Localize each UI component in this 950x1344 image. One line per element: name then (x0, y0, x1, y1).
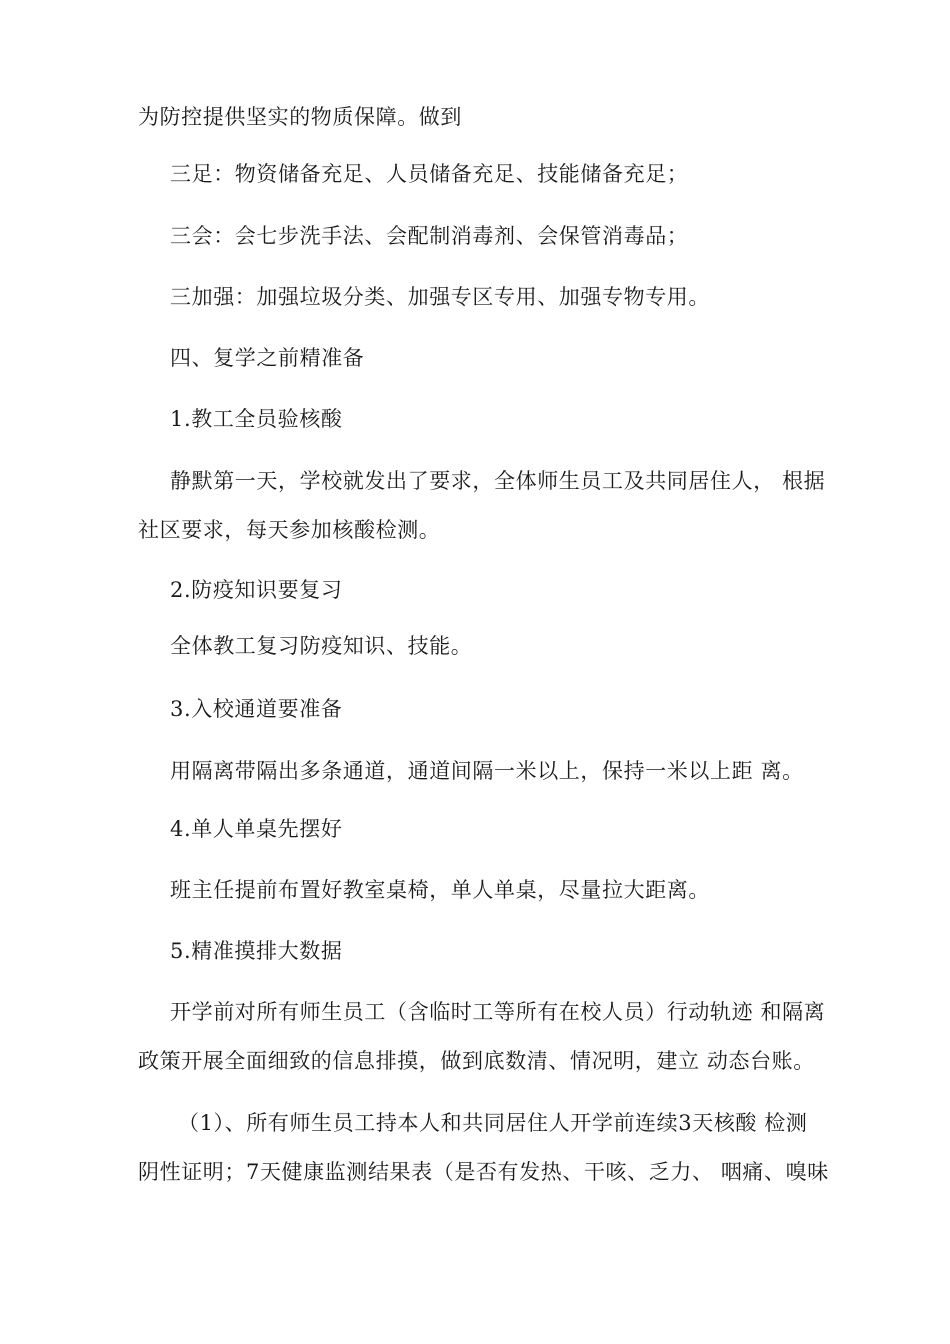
list-item-three-sufficient: 三足：物资储备充足、人员储备充足、技能储备充足； (170, 162, 689, 186)
paragraph-line: 全体教工复习防疫知识、技能。 (170, 634, 473, 658)
subheading-4: 4.单人单桌先摆好 (170, 817, 343, 841)
paragraph-line: （1）、所有师生员工持本人和共同居住人开学前连续3天核酸 检测 (178, 1111, 808, 1135)
list-item-three-strengthen: 三加强：加强垃圾分类、加强专区专用、加强专物专用。 (170, 285, 710, 309)
paragraph-line: 用隔离带隔出多条通道，通道间隔一米以上，保持一米以上距 离。 (170, 759, 804, 783)
paragraph-line: 为防控提供坚实的物质保障。做到 (138, 105, 462, 129)
paragraph-line: 静默第一天，学校就发出了要求，全体师生员工及共同居住人， 根据 (170, 469, 826, 493)
paragraph-line: 阴性证明；7天健康监测结果表（是否有发热、干咳、乏力、 咽痛、嗅味 (138, 1160, 829, 1184)
paragraph-line: 开学前对所有师生员工（含临时工等所有在校人员）行动轨迹 和隔离 (170, 1000, 826, 1024)
paragraph-line: 班主任提前布置好教室桌椅，单人单桌，尽量拉大距离。 (170, 878, 710, 902)
subheading-5: 5.精准摸排大数据 (170, 939, 343, 963)
subheading-2: 2.防疫知识要复习 (170, 578, 343, 602)
subheading-3: 3.入校通道要准备 (170, 697, 343, 721)
subheading-1: 1.教工全员验核酸 (170, 407, 343, 431)
paragraph-line: 政策开展全面细致的信息排摸，做到底数清、情况明，建立 动态台账。 (138, 1049, 815, 1073)
list-item-three-skills: 三会：会七步洗手法、会配制消毒剂、会保管消毒品； (170, 224, 689, 248)
section-heading: 四、复学之前精准备 (170, 346, 365, 370)
paragraph-line: 社区要求，每天参加核酸检测。 (138, 518, 441, 542)
